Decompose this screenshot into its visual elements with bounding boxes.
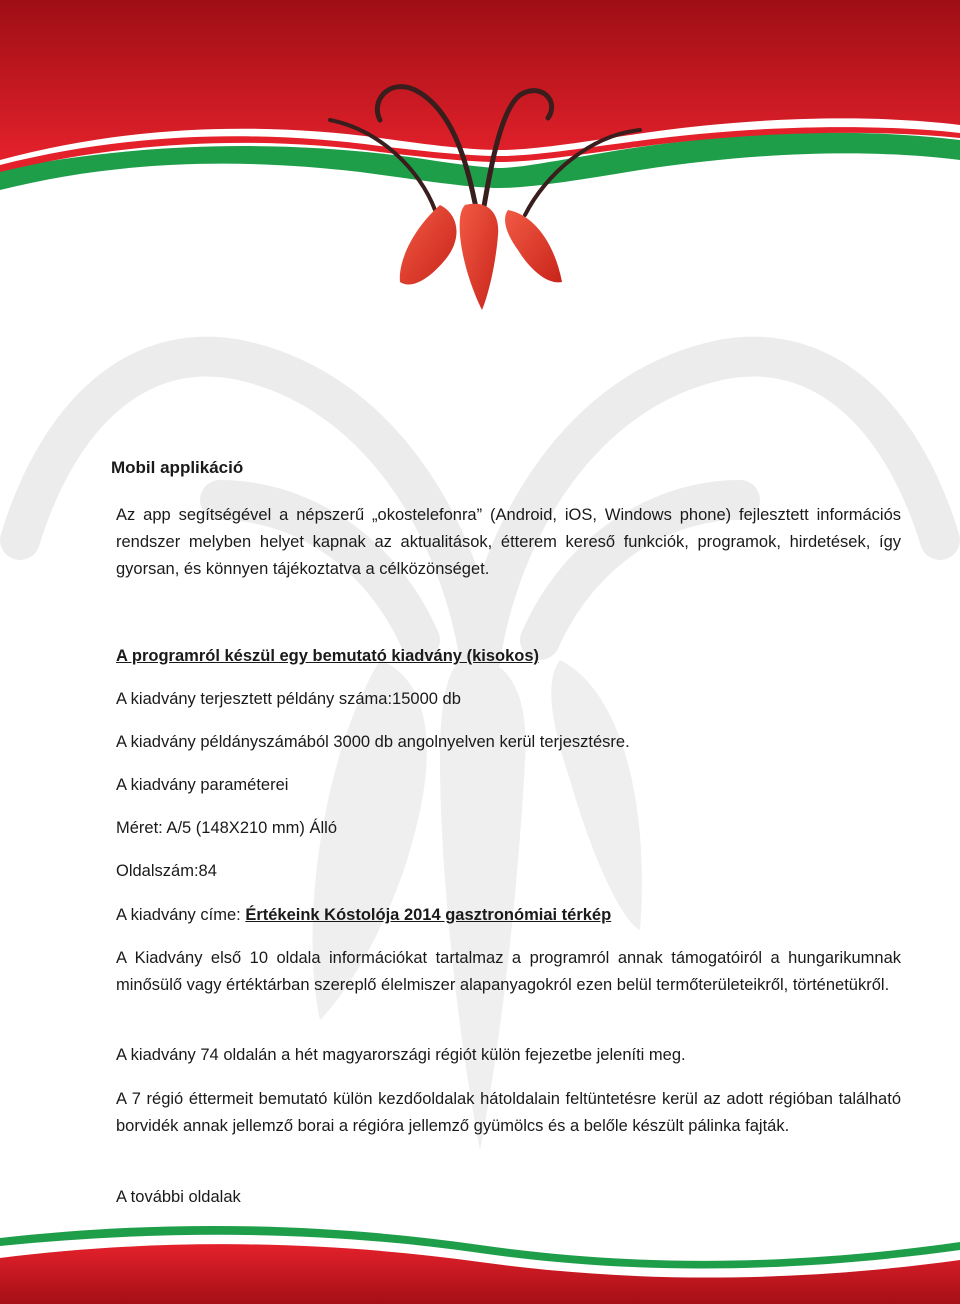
page-count-text: Oldalszám:84	[116, 862, 217, 880]
pepper-center	[460, 204, 499, 310]
footer-decoration	[0, 1210, 960, 1304]
first-pages-paragraph: A Kiadvány első 10 oldala információkat tartalmaz a programról annak támogatóiról a hungarikumnak minősülő vagy értéktárban szereplő élelmiszer alapanyagokról ezen belül termőterületeikről, történetükről.	[116, 949, 901, 994]
subheading: A programról készül egy bemutató kiadvány (kisokos)	[116, 647, 540, 665]
region-pages-paragraph: A 7 régió éttermeit bemutató külön kezdőoldalak hátoldalain feltüntetésre kerül az adott régióban található borvidék annak jellemző borai a régióra jellemző gyümölcs és a belőle készült pálinka fajták.	[116, 1090, 901, 1135]
english-copies-text: A kiadvány példányszámából 3000 db angolnyelven kerül terjesztésre.	[116, 733, 630, 751]
pepper-right	[505, 210, 562, 282]
circulation-text: A kiadvány terjesztett példány száma:15000 db	[116, 690, 461, 708]
params-title: A kiadvány paraméterei	[116, 776, 289, 794]
further-pages-text: A további oldalak	[116, 1188, 241, 1206]
pepper-left	[400, 205, 457, 285]
header-decoration	[0, 0, 960, 320]
title-value: Értékeink Kóstolója 2014 gasztronómiai térkép	[245, 906, 612, 924]
size-text: Méret: A/5 (148X210 mm) Álló	[116, 819, 338, 837]
regions-text: A kiadvány 74 oldalán a hét magyarországi régiót külön fejezetbe jeleníti meg.	[116, 1046, 686, 1064]
title-label: A kiadvány címe:	[116, 906, 246, 924]
section-title: Mobil applikáció	[111, 458, 244, 477]
publication-title-line	[116, 902, 901, 929]
intro-paragraph: Az app segítségével a népszerű „okostelefonra” (Android, iOS, Windows phone) fejlesztett információs rendszer melyben helyet kapnak az aktualitások, étterem kereső funkciók, programok, hirdetések, így gyorsan, és könnyen tájékoztatva a célközönséget.	[116, 506, 901, 578]
